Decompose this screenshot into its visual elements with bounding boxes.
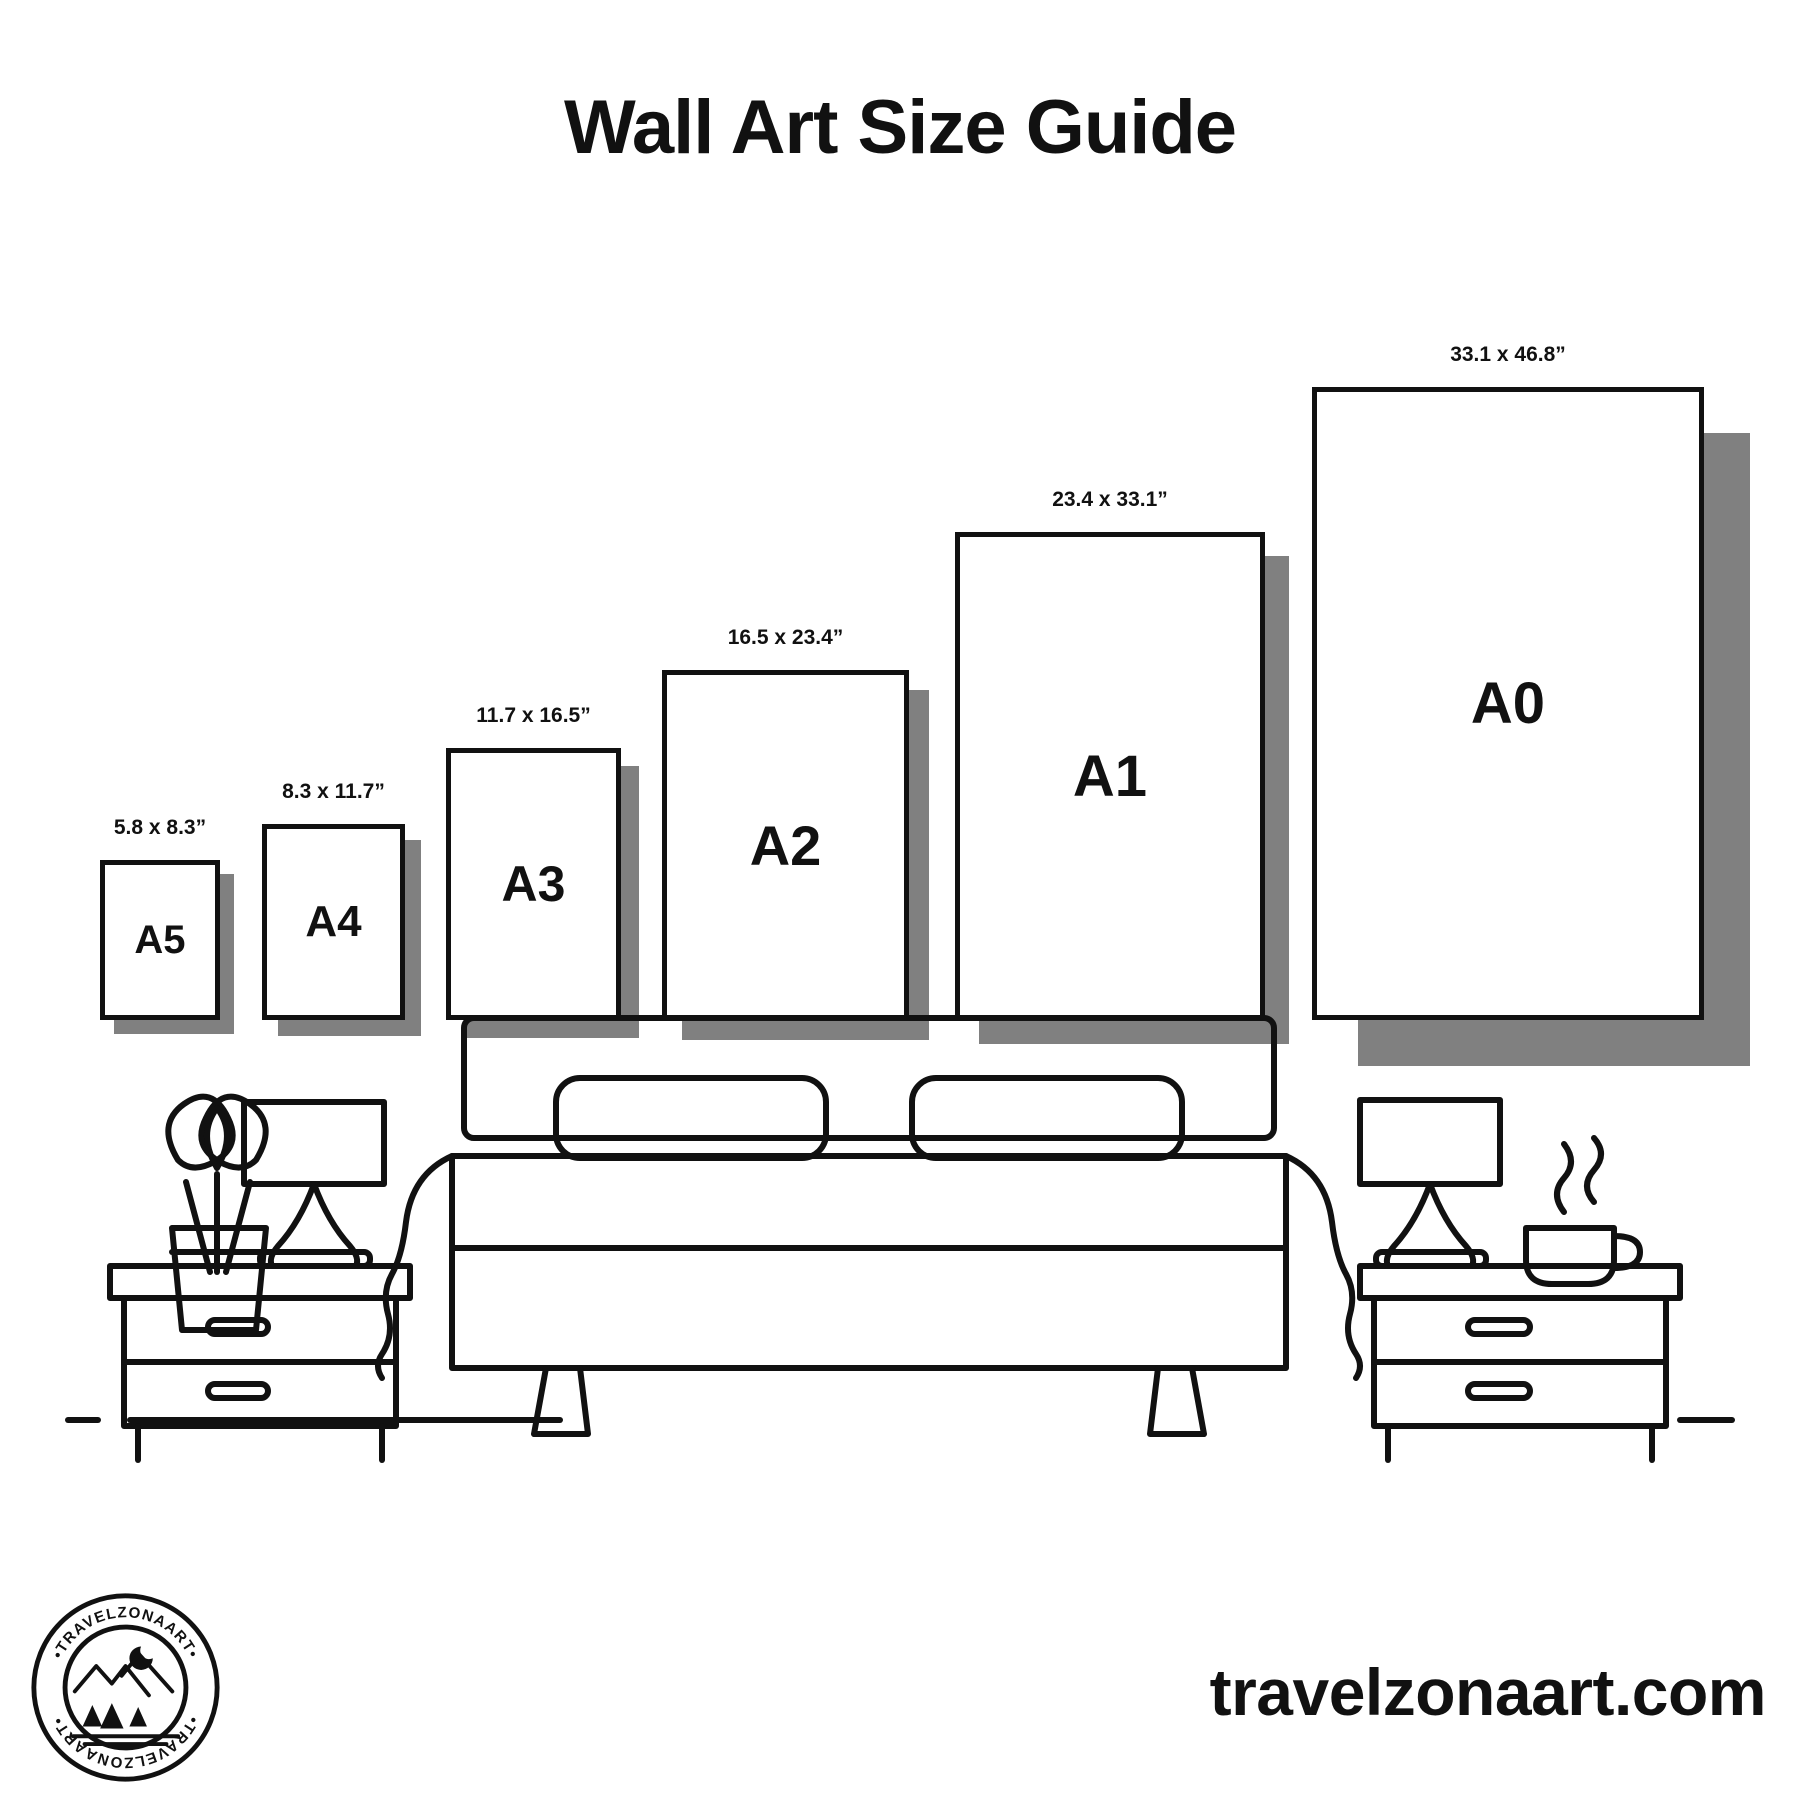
bedroom-scene-illustration xyxy=(60,960,1740,1500)
poster-name-a3: A3 xyxy=(501,856,566,912)
poster-dimensions-a4: 8.3 x 11.7” xyxy=(282,780,385,803)
poster-name-a1: A1 xyxy=(1072,743,1148,809)
website-url[interactable]: travelzonaart.com xyxy=(1209,1655,1766,1729)
page-title: Wall Art Size Guide xyxy=(563,85,1237,170)
poster-dimensions-a0: 33.1 x 46.8” xyxy=(1450,343,1566,366)
poster-name-a4: A4 xyxy=(305,897,362,946)
coffee-cup-icon xyxy=(1526,1138,1640,1284)
poster-name-a5: A5 xyxy=(134,917,186,962)
poster-frame-a1[interactable] xyxy=(955,532,1265,1020)
brand-logo xyxy=(28,1590,223,1785)
poster-dimensions-a3: 11.7 x 16.5” xyxy=(476,704,591,727)
logo-text-outer: •TRAVELZONAART• xyxy=(49,1604,202,1662)
poster-frame-a0[interactable] xyxy=(1312,387,1704,1020)
poster-group-a0 xyxy=(1312,343,1704,1020)
logo-text-inner: •TRAVELZONAART• xyxy=(49,1713,202,1771)
bed xyxy=(378,1018,1360,1434)
poster-dimensions-a5: 5.8 x 8.3” xyxy=(113,816,207,839)
poster-group-a1 xyxy=(955,488,1265,1020)
poster-dimensions-a1: 23.4 x 33.1” xyxy=(1052,488,1168,511)
nightstand-left xyxy=(110,1266,410,1460)
vase-with-flowers-icon xyxy=(168,1097,266,1330)
nightstand-right xyxy=(1360,1266,1680,1460)
poster-size-row xyxy=(0,280,1800,1020)
poster-dimensions-a2: 16.5 x 23.4” xyxy=(727,626,844,649)
table-lamp-right xyxy=(1360,1100,1500,1266)
poster-name-a2: A2 xyxy=(749,813,822,877)
poster-name-a0: A0 xyxy=(1470,671,1546,736)
